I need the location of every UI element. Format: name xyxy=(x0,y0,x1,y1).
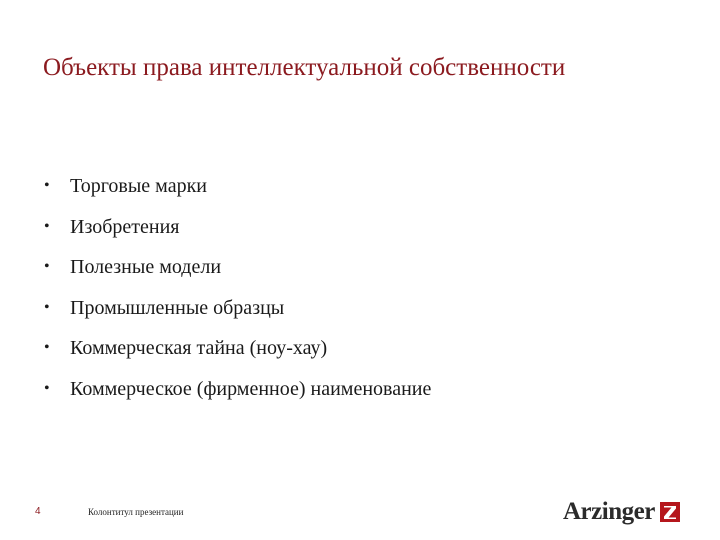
footer-text: Колонтитул презентации xyxy=(88,507,184,517)
bullet-text: Изобретения xyxy=(70,215,180,238)
bullet-text: Коммерческое (фирменное) наименование xyxy=(70,377,432,400)
bullet-text: Коммерческая тайна (ноу-хау) xyxy=(70,337,328,359)
page-number: 4 xyxy=(35,506,41,517)
bullet-text: Торговые марки xyxy=(70,175,207,197)
bullet-mark: • xyxy=(44,339,50,356)
bullet-mark: • xyxy=(44,177,50,194)
bullet-list xyxy=(44,175,431,418)
bullet-text: Полезные модели xyxy=(70,256,222,278)
bullet-mark: • xyxy=(44,379,50,397)
company-logo xyxy=(563,497,680,527)
bullet-item xyxy=(44,216,431,257)
bullet-item xyxy=(44,256,431,297)
bullet-item xyxy=(44,175,431,216)
bullet-text: Промышленные образцы xyxy=(70,296,285,319)
arzinger-z-logo-icon xyxy=(660,502,680,522)
logo-text: Arzinger xyxy=(563,498,655,525)
bullet-mark: • xyxy=(44,298,50,316)
bullet-item xyxy=(44,378,431,419)
bullet-mark: • xyxy=(44,217,50,235)
bullet-mark: • xyxy=(44,258,50,275)
bullet-item xyxy=(44,297,431,338)
slide-title: Объекты права интеллектуальной собственности xyxy=(43,54,566,81)
bullet-item xyxy=(44,337,431,378)
